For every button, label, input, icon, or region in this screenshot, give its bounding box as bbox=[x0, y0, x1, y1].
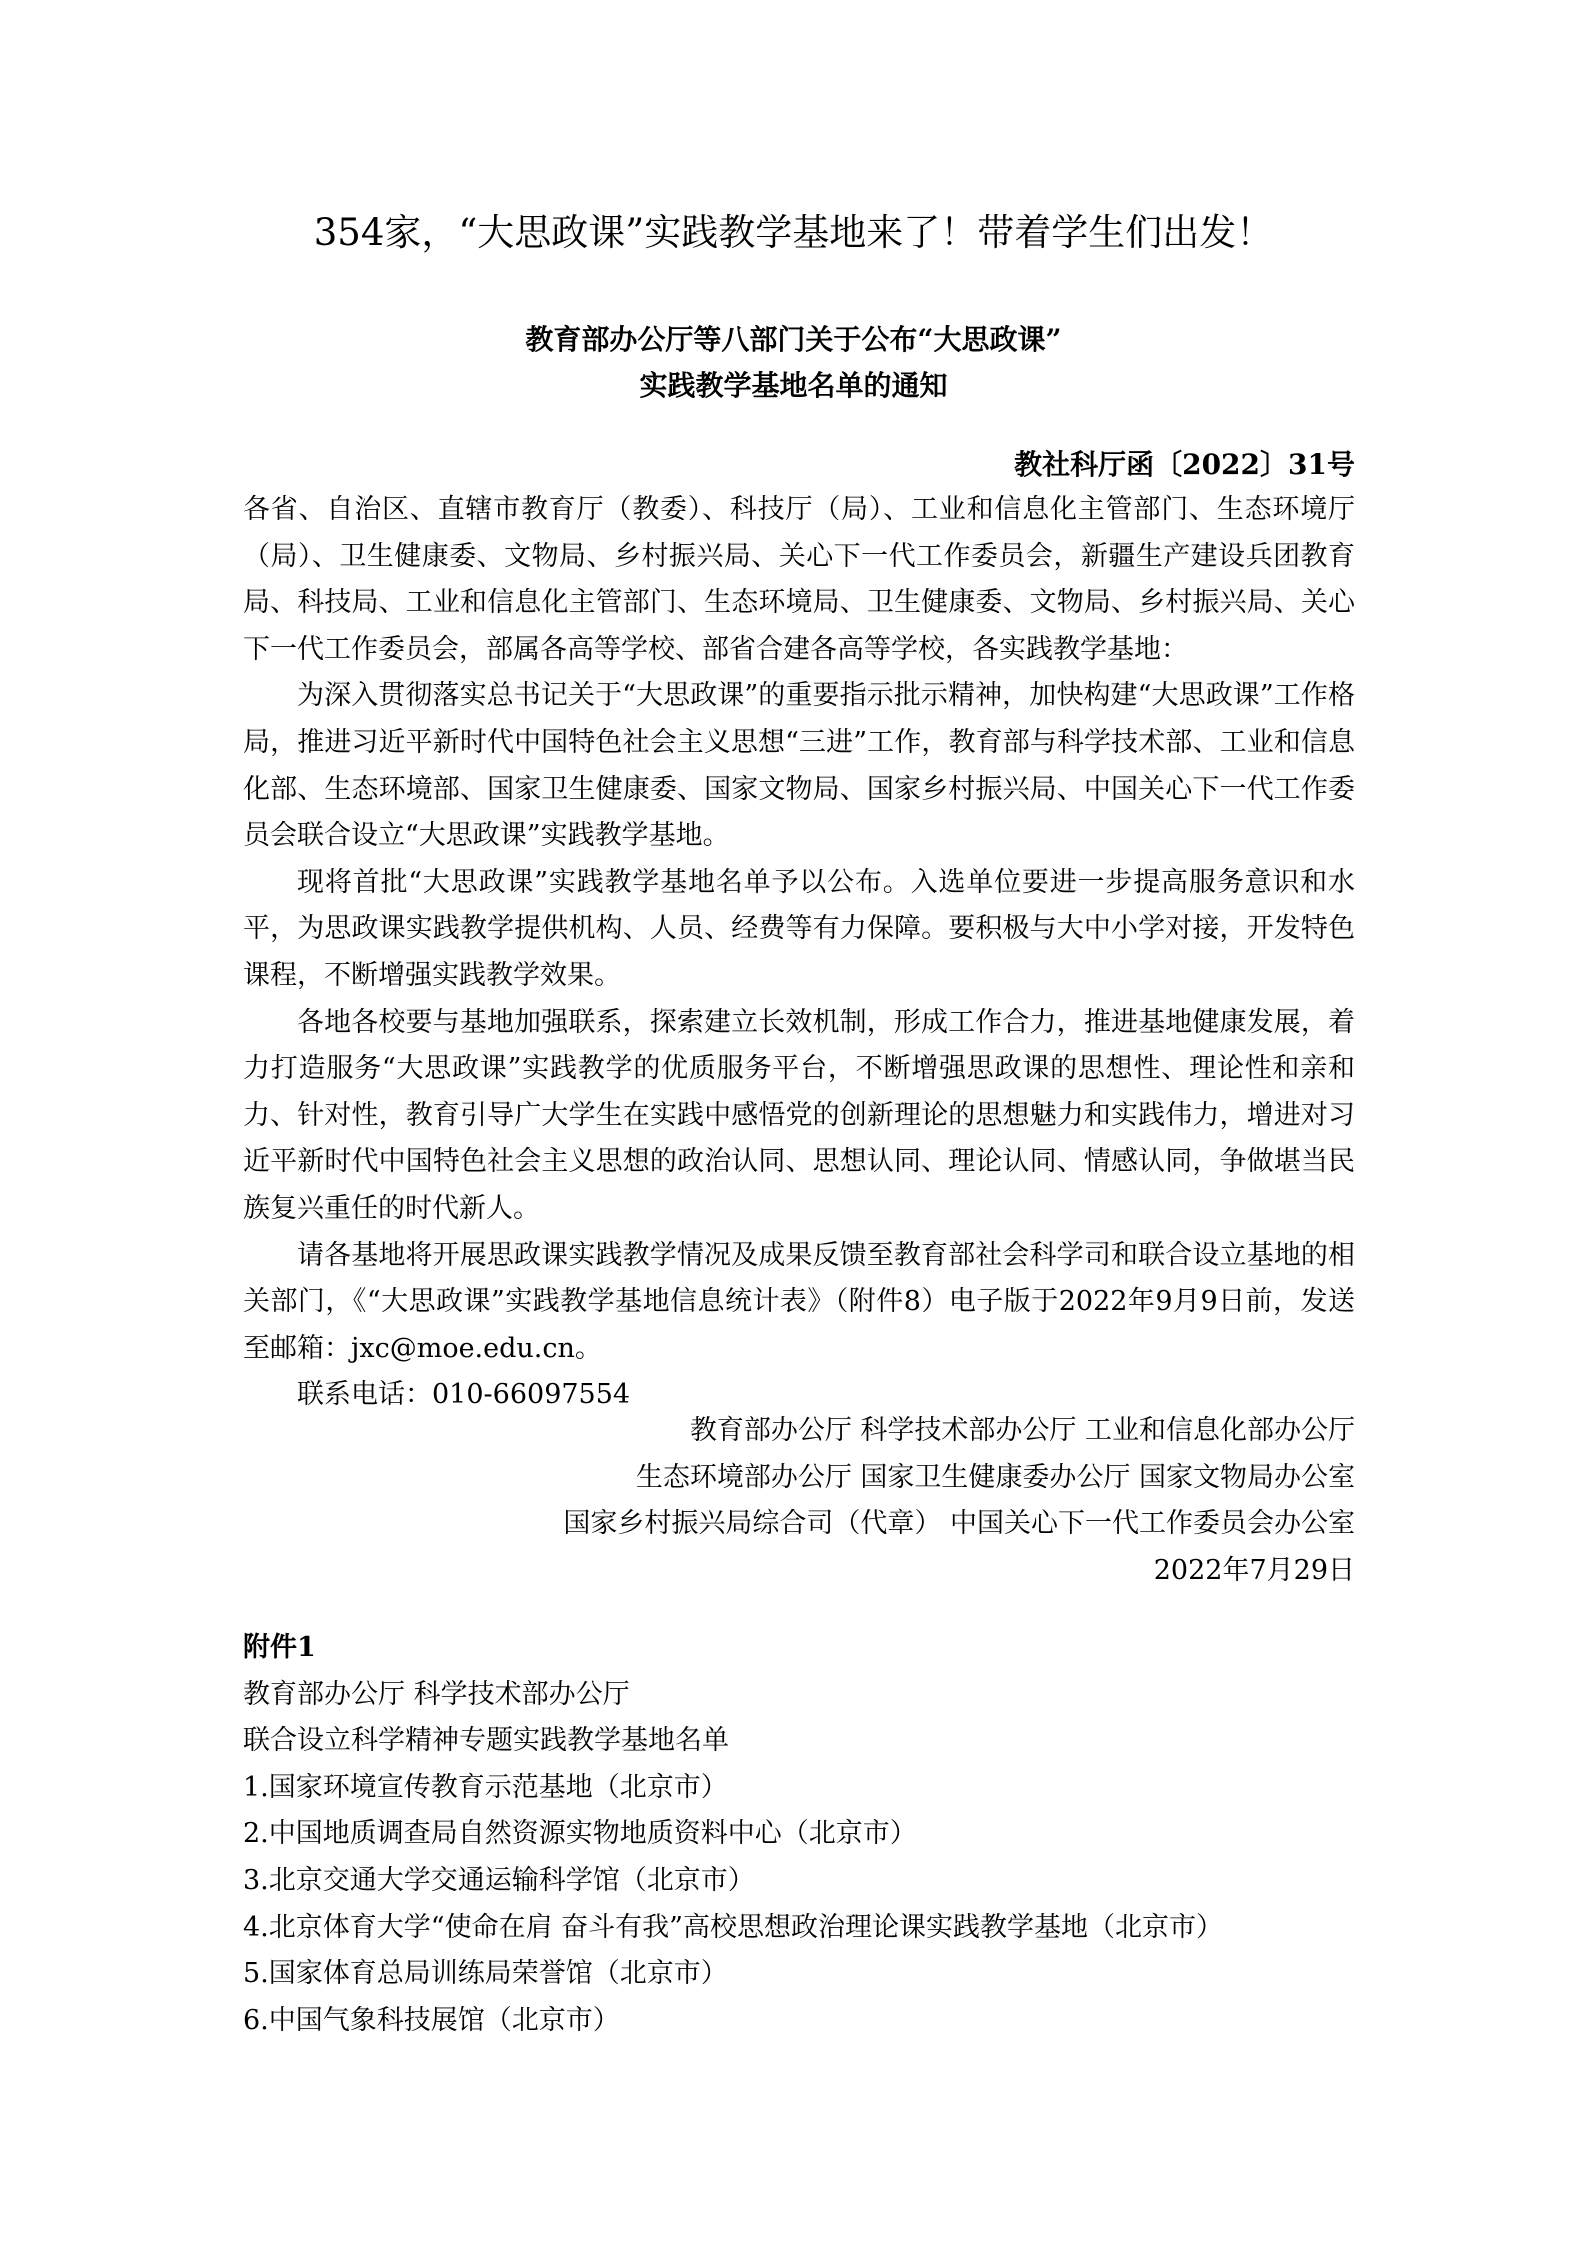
signature-date: 2022年7月29日 bbox=[1153, 1555, 1355, 1586]
list-item: 3.北京交通大学交通运输科学馆（北京市） bbox=[243, 1864, 755, 1896]
list-item: 5.国家体育总局训练局荣誉馆（北京市） bbox=[243, 1958, 728, 1990]
body-paragraph: 现将首批“大思政课”实践教学基地名单予以公布。入选单位要进一步提高服务意识和水平，为思政课实践教学提供机构、人员、经费等有力保障。要积极与大中小学对接，开发特色课程，不断增强实践教学效果。 bbox=[243, 866, 1355, 991]
notice-heading-line1: 教育部办公厅等八部门关于公布“大思政课” bbox=[525, 323, 1062, 356]
annex-issuer: 教育部办公厅 科学技术部办公厅 bbox=[243, 1678, 630, 1710]
notice-heading-line2: 实践教学基地名单的通知 bbox=[639, 369, 948, 402]
list-item: 2.中国地质调查局自然资源实物地质资料中心（北京市） bbox=[243, 1818, 917, 1850]
list-item: 4.北京体育大学“使命在肩 奋斗有我”高校思想政治理论课实践教学基地（北京市） bbox=[243, 1911, 1223, 1943]
signature-line: 教育部办公厅 科学技术部办公厅 工业和信息化部办公厅 bbox=[689, 1415, 1355, 1446]
body-paragraph: 为深入贯彻落实总书记关于“大思政课”的重要指示批示精神，加快构建“大思政课”工作格局，推进习近平新时代中国特色社会主义思想“三进”工作，教育部与科学技术部、工业和信息化部、生态环境部、国家卫生健康委、国家文物局、国家乡村振兴局、中国关心下一代工作委员会联合设立“大思政课”实践教学基地。 bbox=[243, 680, 1355, 852]
annex-label: 附件1 bbox=[243, 1632, 316, 1663]
document-number: 教社科厅函〔2022〕31号 bbox=[1014, 448, 1355, 481]
list-item: 6.中国气象科技展馆（北京市） bbox=[243, 2004, 620, 2036]
annex-list-title: 联合设立科学精神专题实践教学基地名单 bbox=[243, 1725, 729, 1757]
signature-line: 国家乡村振兴局综合司（代章） 中国关心下一代工作委员会办公室 bbox=[563, 1508, 1355, 1539]
contact-phone: 联系电话：010-66097554 bbox=[297, 1379, 631, 1411]
annex-section bbox=[243, 1625, 1355, 2044]
article-title: 354家，“大思政课”实践教学基地来了！带着学生们出发！ bbox=[313, 211, 1274, 254]
body-paragraph: 各地各校要与基地加强联系，探索建立长效机制，形成工作合力，推进基地健康发展，着力打造服务“大思政课”实践教学的优质服务平台，不断增强思政课的思想性、理论性和亲和力、针对性，教育引导广大学生在实践中感悟党的创新理论的思想魅力和实践伟力，增进对习近平新时代中国特色社会主义思想的政治认同、思想认同、理论认同、情感认同，争做堪当民族复兴重任的时代新人。 bbox=[243, 1006, 1355, 1224]
addressee-paragraph: 各省、自治区、直辖市教育厅（教委）、科技厅（局）、工业和信息化主管部门、生态环境厅（局）、卫生健康委、文物局、乡村振兴局、关心下一代工作委员会，新疆生产建设兵团教育局、科技局、工业和信息化主管部门、生态环境局、卫生健康委、文物局、乡村振兴局、关心下一代工作委员会，部属各高等学校、部省合建各高等学校，各实践教学基地： bbox=[243, 494, 1355, 665]
signature-line: 生态环境部办公厅 国家卫生健康委办公厅 国家文物局办公室 bbox=[635, 1462, 1355, 1493]
list-item: 1.国家环境宣传教育示范基地（北京市） bbox=[243, 1771, 728, 1803]
body-paragraph: 请各基地将开展思政课实践教学情况及成果反馈至教育部社会科学司和联合设立基地的相关部门，《“大思政课”实践教学基地信息统计表》（附件8）电子版于2022年9月9日前，发送至邮箱：jxc@moe.edu.cn。 bbox=[243, 1239, 1355, 1364]
annex-list bbox=[243, 1765, 1355, 2045]
notice-body bbox=[243, 487, 1355, 1419]
